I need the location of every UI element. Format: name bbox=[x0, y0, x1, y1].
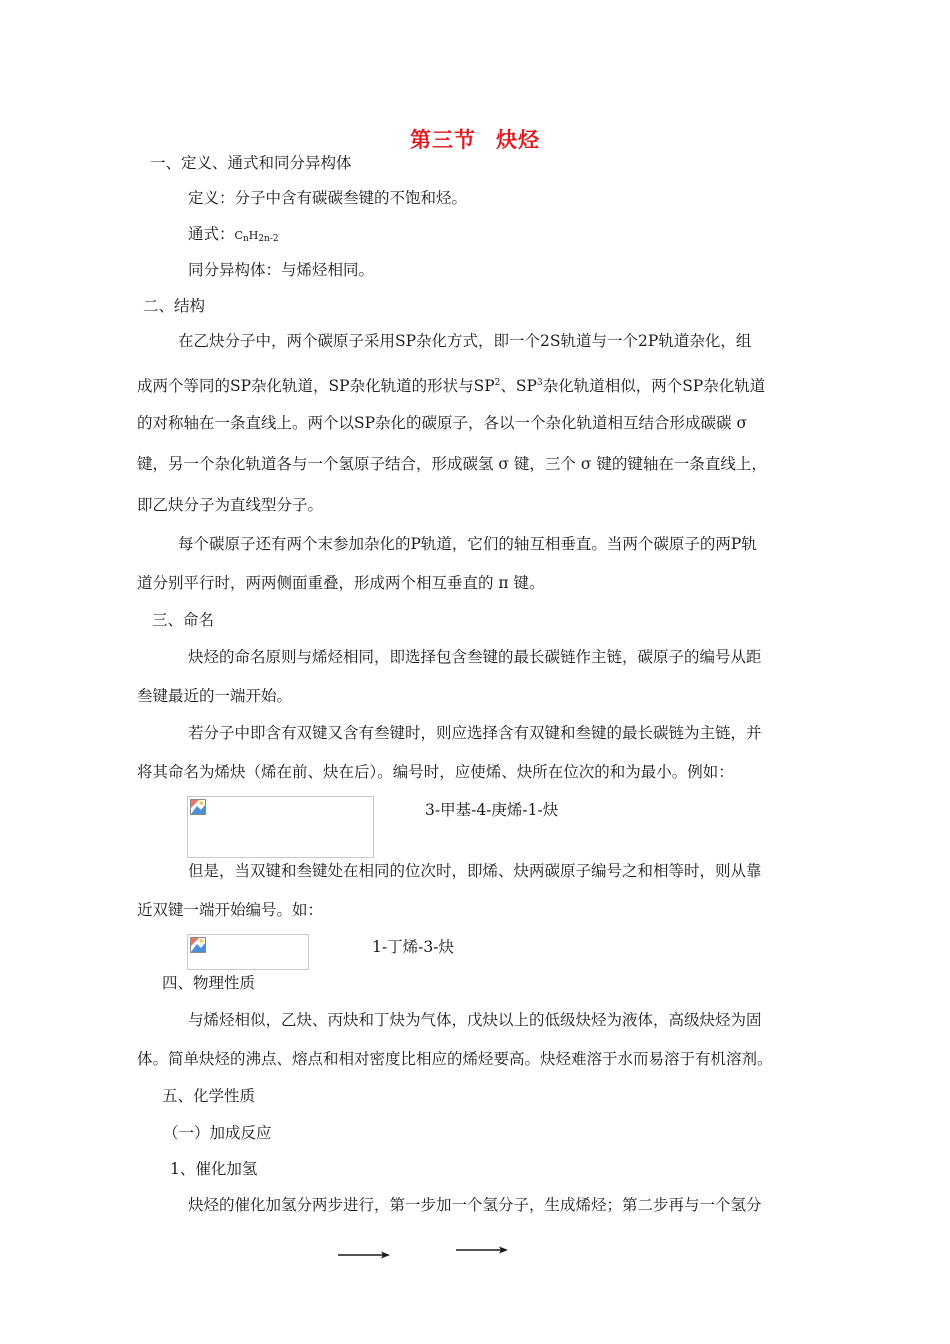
isomer-text: 同分异构体：与烯烃相同。 bbox=[188, 261, 375, 279]
formula-label: 通式： bbox=[188, 225, 235, 243]
sp2-superscript: 2 bbox=[494, 378, 501, 388]
broken-image-icon bbox=[190, 799, 206, 815]
formula-n: n bbox=[242, 234, 249, 244]
formula-h: H bbox=[248, 229, 259, 242]
formula-c: C bbox=[234, 229, 243, 242]
catalytic-hydrogenation-heading: 1、催化加氢 bbox=[170, 1160, 258, 1178]
naming-p3-line2: 近双键一端开始编号。如： bbox=[137, 901, 324, 919]
example-1-name: 3-甲基-4-庚烯-1-炔 bbox=[425, 801, 559, 819]
physical-p1-line2: 体。简单炔烃的沸点、熔点和相对密度比相应的烯烃要高。炔烃难溶于水而易溶于有机溶剂。 bbox=[137, 1050, 773, 1068]
hydrogenation-p1-line1: 炔烃的催化加氢分两步进行，第一步加一个氢分子，生成烯烃；第二步再与一个氢分 bbox=[188, 1196, 762, 1214]
general-formula bbox=[188, 224, 279, 249]
physical-p1-line1: 与烯烃相似，乙炔、丙炔和丁炔为气体，戊炔以上的低级炔烃为液体，高级炔烃为固 bbox=[188, 1011, 762, 1029]
structure-p1-line2-a: 成两个等同的SP杂化轨道，SP杂化轨道的形状与SP bbox=[137, 377, 495, 395]
definition-text: 定义：分子中含有碳碳叁键的不饱和烃。 bbox=[188, 189, 468, 207]
structure-p1-line4: 键，另一个杂化轨道各与一个氢原子结合，形成碳氢 σ 键，三个 σ 键的键轴在一条直线上， bbox=[137, 455, 767, 473]
naming-p1-line2: 叁键最近的一端开始。 bbox=[137, 687, 293, 705]
structure-p1-line5: 即乙炔分子为直线型分子。 bbox=[137, 496, 324, 514]
structure-p2-line1: 每个碳原子还有两个末参加杂化的P轨道，它们的轴互相垂直。当两个碳原子的两P轨 bbox=[178, 535, 757, 553]
naming-p2-line2: 将其命名为烯炔（烯在前、炔在后）。编号时，应使烯、炔所在位次的和为最小。例如： bbox=[137, 763, 734, 781]
page-title bbox=[0, 124, 950, 154]
naming-p1-line1: 炔烃的命名原则与烯烃相同，即选择包含叁键的最长碳链作主链，碳原子的编号从距 bbox=[188, 648, 762, 666]
sp3-superscript: 3 bbox=[536, 378, 543, 388]
section-4-heading: 四、物理性质 bbox=[162, 974, 256, 992]
section-2-heading: 二、结构 bbox=[143, 297, 206, 315]
structure-p1-line2-b: 、SP bbox=[500, 377, 537, 395]
title-topic: 炔烃 bbox=[496, 128, 540, 152]
example-2-name: 1-丁烯-3-炔 bbox=[372, 938, 454, 956]
example-2-structure-image bbox=[187, 934, 309, 970]
naming-p3-line1: 但是，当双键和叁键处在相同的位次时，即烯、炔两碳原子编号之和相等时，则从靠 bbox=[188, 862, 762, 880]
structure-p1-line2-c: 杂化轨道相似，两个SP杂化轨道 bbox=[542, 377, 766, 395]
addition-reaction-heading: （一）加成反应 bbox=[163, 1124, 272, 1142]
structure-p1-line3: 的对称轴在一条直线上。两个以SP杂化的碳原子，各以一个杂化轨道相互结合形成碳碳 σ bbox=[137, 414, 748, 432]
broken-image-icon bbox=[190, 937, 206, 953]
example-1-structure-image bbox=[187, 796, 374, 858]
section-3-heading: 三、命名 bbox=[152, 611, 215, 629]
structure-p2-line2: 道分别平行时，两两侧面重叠，形成两个相互垂直的 π 键。 bbox=[137, 574, 545, 592]
title-section-number: 第三节 bbox=[410, 128, 476, 152]
section-1-heading: 一、定义、通式和同分异构体 bbox=[150, 154, 352, 172]
structure-p1-line1: 在乙炔分子中，两个碳原子采用SP杂化方式，即一个2S轨道与一个2P轨道杂化，组 bbox=[178, 332, 752, 350]
section-5-heading: 五、化学性质 bbox=[162, 1087, 256, 1105]
structure-p1-line2 bbox=[137, 373, 765, 396]
formula-subscript: 2n-2 bbox=[258, 234, 279, 244]
reaction-arrow-icon bbox=[338, 1250, 390, 1260]
reaction-arrow-icon bbox=[456, 1245, 508, 1255]
naming-p2-line1: 若分子中即含有双键又含有叁键时，则应选择含有双键和叁键的最长碳链为主链，并 bbox=[188, 724, 762, 742]
